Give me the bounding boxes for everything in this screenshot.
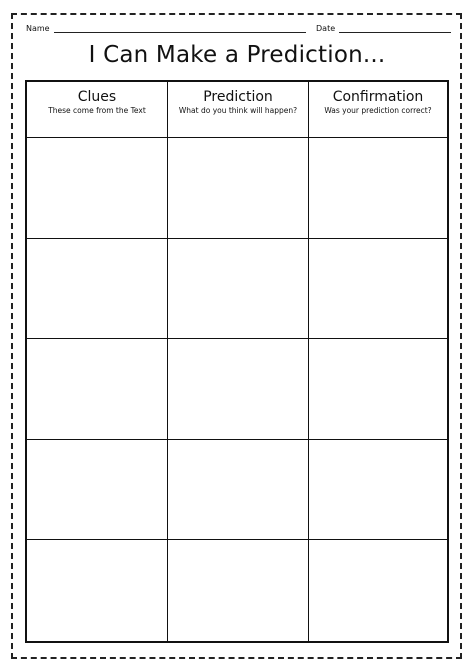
column-header-clues [27,82,168,138]
column-header-confirmation [309,82,447,138]
column-subtitle: Was your prediction correct? [324,106,432,115]
prediction-cell[interactable] [168,239,309,340]
date-field [316,24,451,33]
clues-cell[interactable] [27,239,168,340]
confirmation-cell[interactable] [309,440,447,541]
name-field [26,24,306,33]
prediction-cell[interactable] [168,440,309,541]
clues-cell[interactable] [27,339,168,440]
name-blank[interactable] [54,24,306,33]
column-title: Clues [77,89,117,105]
confirmation-cell[interactable] [309,239,447,340]
prediction-table [25,80,449,643]
clues-cell[interactable] [27,540,168,641]
date-label: Date [316,24,336,33]
page-title: I Can Make a Prediction... [88,42,386,68]
prediction-cell[interactable] [168,339,309,440]
prediction-cell[interactable] [168,138,309,239]
clues-cell[interactable] [27,138,168,239]
column-title: Prediction [203,89,273,105]
column-title: Confirmation [332,89,424,105]
confirmation-cell[interactable] [309,138,447,239]
name-label: Name [26,24,50,33]
clues-cell[interactable] [27,440,168,541]
confirmation-cell[interactable] [309,540,447,641]
column-subtitle: These come from the Text [48,106,146,115]
prediction-cell[interactable] [168,540,309,641]
column-subtitle: What do you think will happen? [178,106,298,115]
column-header-prediction [168,82,309,138]
confirmation-cell[interactable] [309,339,447,440]
date-blank[interactable] [339,24,451,33]
